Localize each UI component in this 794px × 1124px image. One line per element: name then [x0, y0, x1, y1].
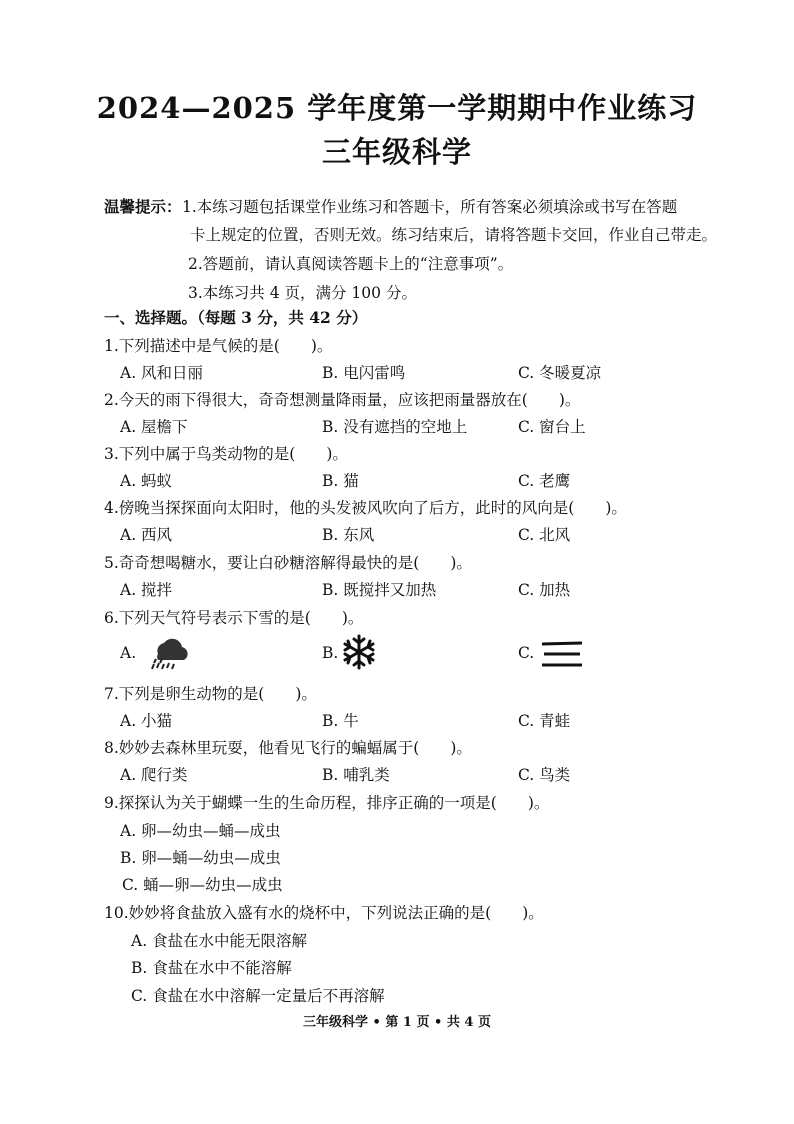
q2-option-a: A. 屋檐下	[120, 418, 188, 436]
exam-title: 2024—2025 学年度第一学期期中作业练习	[96, 91, 698, 125]
q1-option-b: B. 电闪雷鸣	[322, 364, 406, 382]
rain-cloud-icon	[146, 636, 192, 672]
question-1: 1.下列描述中是气候的是( )。	[104, 337, 333, 355]
q6-option-a: A.	[120, 644, 137, 662]
q7-option-b: B. 牛	[322, 712, 359, 730]
question-4: 4.傍晚当探探面向太阳时，他的头发被风吹向了后方，此时的风向是( )。	[104, 499, 627, 517]
question-10: 10.妙妙将食盐放入盛有水的烧杯中，下列说法正确的是( )。	[104, 904, 544, 922]
q4-option-b: B. 东风	[322, 526, 375, 544]
q7-option-c: C. 青蛙	[518, 712, 571, 730]
q3-option-c: C. 老鹰	[518, 472, 571, 490]
q9-option-b: B. 卵—蛹—幼虫—成虫	[120, 849, 281, 867]
q1-option-c: C. 冬暖夏凉	[518, 364, 602, 382]
q5-option-c: C. 加热	[518, 581, 571, 599]
question-7: 7.下列是卵生动物的是( )。	[104, 685, 317, 703]
q4-option-a: A. 西风	[120, 526, 173, 544]
q1-option-a: A. 风和日丽	[120, 364, 204, 382]
notice-label: 温馨提示：	[104, 197, 182, 216]
question-9: 9.探探认为关于蝴蝶一生的生命历程，排序正确的一项是( )。	[104, 794, 550, 812]
q4-option-c: C. 北风	[518, 526, 571, 544]
q10-option-a: A. 食盐在水中能无限溶解	[131, 932, 308, 950]
q10-option-c: C. 食盐在水中溶解一定量后不再溶解	[131, 987, 385, 1005]
q6-option-b: B.	[322, 644, 339, 662]
q3-option-a: A. 蚂蚁	[120, 472, 173, 490]
q8-option-a: A. 爬行类	[120, 766, 188, 784]
q9-option-a: A. 卵—幼虫—蛹—成虫	[120, 822, 281, 840]
notice-line-1b: 卡上规定的位置，否则无效。练习结束后，请将答题卡交回，作业自己带走。	[190, 226, 718, 244]
question-6: 6.下列天气符号表示下雪的是( )。	[104, 609, 364, 627]
q2-option-c: C. 窗台上	[518, 418, 586, 436]
exam-subtitle: 三年级科学	[321, 135, 472, 169]
question-3: 3.下列中属于鸟类动物的是( )。	[104, 445, 348, 463]
notice-line-3: 3.本练习共 4 页，满分 100 分。	[188, 284, 417, 302]
q10-option-b: B. 食盐在水中不能溶解	[131, 959, 292, 977]
notice-line-2: 2.答题前，请认真阅读答题卡上的“注意事项”。	[188, 255, 514, 273]
page-footer: 三年级科学 • 第 1 页 • 共 4 页	[303, 1015, 491, 1030]
question-2: 2.今天的雨下得很大，奇奇想测量降雨量，应该把雨量器放在( )。	[104, 391, 581, 409]
q6-option-c: C.	[518, 644, 535, 662]
notice-line-1: 1.本练习题包括课堂作业练习和答题卡，所有答案必须填涂或书写在答题	[182, 198, 678, 216]
question-5: 5.奇奇想喝糖水，要让白砂糖溶解得最快的是( )。	[104, 554, 472, 572]
question-8: 8.妙妙去森林里玩耍，他看见飞行的蝙蝠属于( )。	[104, 739, 472, 757]
snowflake-icon	[341, 634, 377, 670]
q2-option-b: B. 没有遮挡的空地上	[322, 418, 468, 436]
q3-option-b: B. 猫	[322, 472, 359, 490]
q9-option-c: C. 蛹—卵—幼虫—成虫	[122, 876, 283, 894]
q8-option-b: B. 哺乳类	[322, 766, 390, 784]
fog-lines-icon	[540, 640, 584, 668]
q5-option-b: B. 既搅拌又加热	[322, 581, 437, 599]
q7-option-a: A. 小猫	[120, 712, 173, 730]
q8-option-c: C. 鸟类	[518, 766, 571, 784]
q5-option-a: A. 搅拌	[120, 581, 173, 599]
section-heading: 一、选择题。（每题 3 分，共 42 分）	[104, 308, 368, 327]
